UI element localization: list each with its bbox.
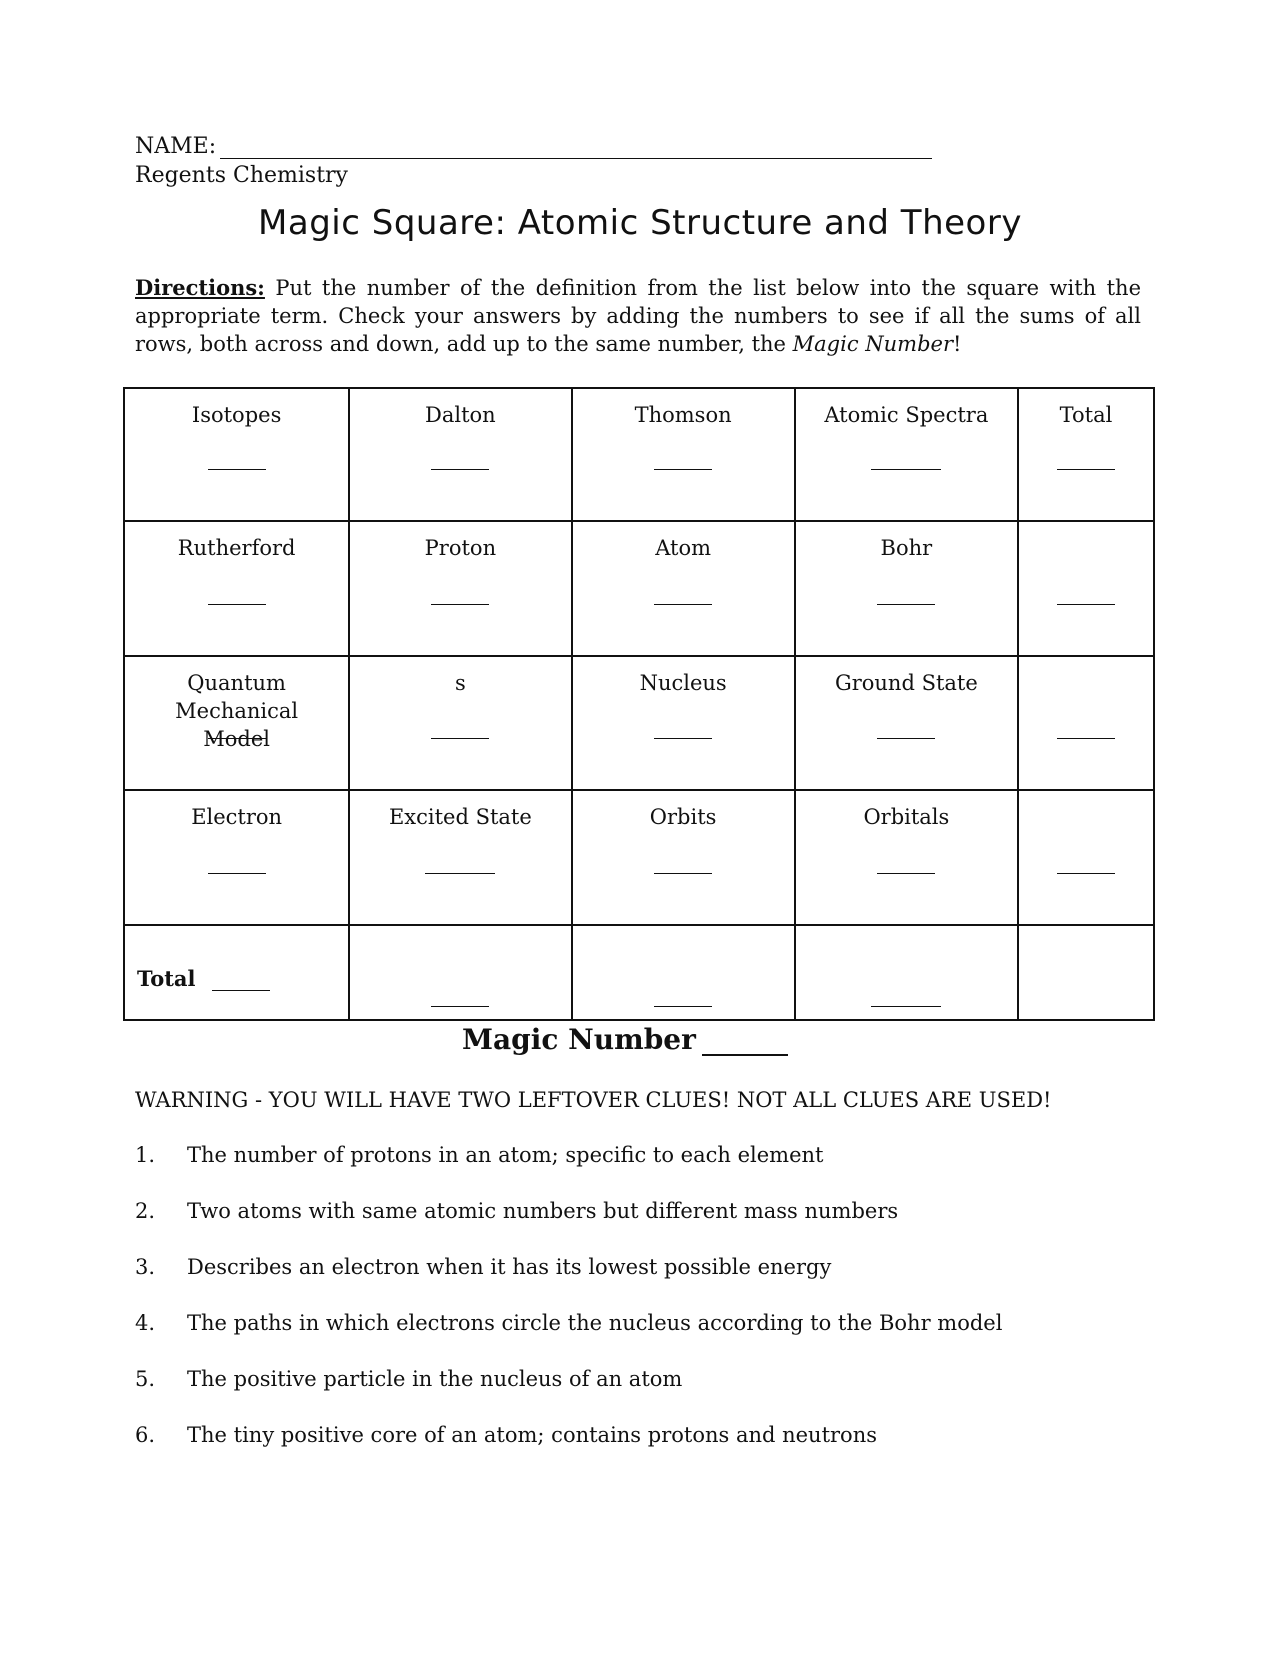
cell-term: Ground State [834, 670, 978, 695]
cell-term: s [454, 670, 466, 695]
directions-magic-term: Magic Number [792, 332, 953, 356]
cell-term: Proton [424, 536, 497, 561]
answer-blank[interactable] [654, 604, 712, 605]
clue-text: The paths in which electrons circle the nucleus according to the Bohr model [187, 1311, 1003, 1335]
row-total-blank[interactable] [1057, 469, 1115, 470]
grid-cell[interactable] [124, 656, 349, 790]
column-total-blank[interactable] [654, 1006, 712, 1007]
directions-end: ! [953, 332, 962, 356]
cell-term: Dalton [425, 403, 496, 427]
answer-blank[interactable] [208, 604, 266, 605]
row-total-cell[interactable] [1018, 656, 1154, 790]
row-total-blank[interactable] [1057, 738, 1115, 739]
grid-cell[interactable] [124, 790, 349, 924]
column-total-cell[interactable] [572, 925, 795, 1020]
column-totals-row [124, 925, 1154, 1020]
grid-cell[interactable] [795, 388, 1018, 521]
grid-row [124, 521, 1154, 655]
cell-term: Atomic Spectra [824, 403, 989, 427]
clue-number: 5. [135, 1367, 156, 1391]
row-total-cell[interactable] [1018, 790, 1154, 924]
total-label: Total [137, 965, 196, 991]
column-total-cell[interactable] [795, 925, 1018, 1020]
directions-text: Put the number of the definition from the list below into the square with the appropriate term. Check your answers by adding the numbers to see if all the sums of all rows, both across and down, add up to the same number, the [135, 276, 1141, 356]
column-total-cell[interactable] [349, 925, 571, 1020]
answer-blank[interactable] [208, 873, 266, 874]
cell-term: Orbits [649, 805, 717, 830]
grid-cell[interactable] [572, 656, 795, 790]
warning-text: WARNING - YOU WILL HAVE TWO LEFTOVER CLUES! NOT ALL CLUES ARE USED! [135, 1088, 1052, 1112]
cell-term: Orbitals [863, 805, 950, 830]
answer-blank[interactable] [871, 469, 941, 470]
total-row-label [137, 966, 270, 991]
grid-cell[interactable] [572, 521, 795, 655]
list-item [135, 1143, 1002, 1199]
grid-cell[interactable] [572, 388, 795, 521]
clue-text: The positive particle in the nucleus of an atom [187, 1367, 683, 1391]
answer-blank[interactable] [654, 469, 712, 470]
grid-cell[interactable] [795, 790, 1018, 924]
row-total-cell[interactable] [1018, 521, 1154, 655]
answer-blank[interactable] [654, 738, 712, 739]
answer-blank[interactable] [208, 469, 266, 470]
column-total-blank[interactable] [431, 1006, 489, 1007]
total-header: Total [1059, 403, 1113, 427]
list-item [135, 1199, 1002, 1255]
grid-cell[interactable] [349, 790, 571, 924]
clue-text: Describes an electron when it has its lowest possible energy [187, 1255, 832, 1279]
cell-term: Bohr [880, 536, 933, 561]
page-title: Magic Square: Atomic Structure and Theory [258, 203, 1022, 243]
grid-row [124, 656, 1154, 790]
directions-label: Directions: [135, 275, 265, 300]
list-item [135, 1367, 1002, 1423]
answer-blank[interactable] [877, 873, 935, 874]
cell-term: Rutherford [177, 536, 296, 561]
answer-blank[interactable] [431, 604, 489, 605]
grid-cell[interactable] [349, 521, 571, 655]
course-name: Regents Chemistry [135, 163, 348, 188]
cell-term: Excited State [388, 805, 532, 830]
answer-blank[interactable] [208, 738, 266, 739]
empty-corner-cell [1018, 925, 1154, 1020]
grid-cell[interactable] [795, 656, 1018, 790]
answer-blank[interactable] [877, 738, 935, 739]
name-line [135, 134, 932, 159]
clue-number: 6. [135, 1423, 156, 1447]
row-total-blank[interactable] [1057, 873, 1115, 874]
answer-blank[interactable] [431, 469, 489, 470]
clue-number: 4. [135, 1311, 156, 1335]
answer-blank[interactable] [654, 873, 712, 874]
cell-term: Atom [655, 536, 712, 561]
clue-number: 1. [135, 1143, 156, 1167]
grid-cell[interactable] [124, 388, 349, 521]
grid-row [124, 790, 1154, 924]
cell-term: Quantum Mechanical Model [175, 670, 299, 751]
name-label: NAME: [135, 134, 217, 159]
magic-square-grid [123, 387, 1155, 1021]
magic-number [462, 1023, 788, 1056]
grid-cell[interactable] [124, 521, 349, 655]
grid-cell[interactable] [349, 656, 571, 790]
name-blank[interactable] [220, 136, 932, 159]
cell-term: Thomson [634, 403, 732, 427]
clue-number: 2. [135, 1199, 156, 1223]
clue-text: The number of protons in an atom; specific to each element [187, 1143, 824, 1167]
diagonal-total-blank[interactable] [212, 972, 270, 991]
grid-cell[interactable] [349, 388, 571, 521]
grid-row [124, 388, 1154, 521]
row-total-cell[interactable] [1018, 388, 1154, 521]
grid-cell[interactable] [572, 790, 795, 924]
row-total-blank[interactable] [1057, 604, 1115, 605]
directions [135, 274, 1141, 358]
diagonal-total-cell[interactable] [124, 925, 349, 1020]
cell-term: Electron [191, 805, 283, 830]
list-item [135, 1255, 1002, 1311]
list-item [135, 1311, 1002, 1367]
answer-blank[interactable] [877, 604, 935, 605]
column-total-blank[interactable] [871, 1006, 941, 1007]
grid-cell[interactable] [795, 521, 1018, 655]
cell-term: Nucleus [639, 670, 727, 695]
list-item [135, 1423, 1002, 1479]
answer-blank[interactable] [425, 873, 495, 874]
answer-blank[interactable] [431, 738, 489, 739]
clue-text: Two atoms with same atomic numbers but different mass numbers [187, 1199, 899, 1223]
clue-text: The tiny positive core of an atom; contains protons and neutrons [187, 1423, 878, 1447]
cell-term: Isotopes [191, 403, 282, 427]
magic-number-blank[interactable] [702, 1028, 788, 1056]
clue-number: 3. [135, 1255, 156, 1279]
magic-number-label: Magic Number [462, 1023, 696, 1056]
clue-list [135, 1143, 1002, 1479]
